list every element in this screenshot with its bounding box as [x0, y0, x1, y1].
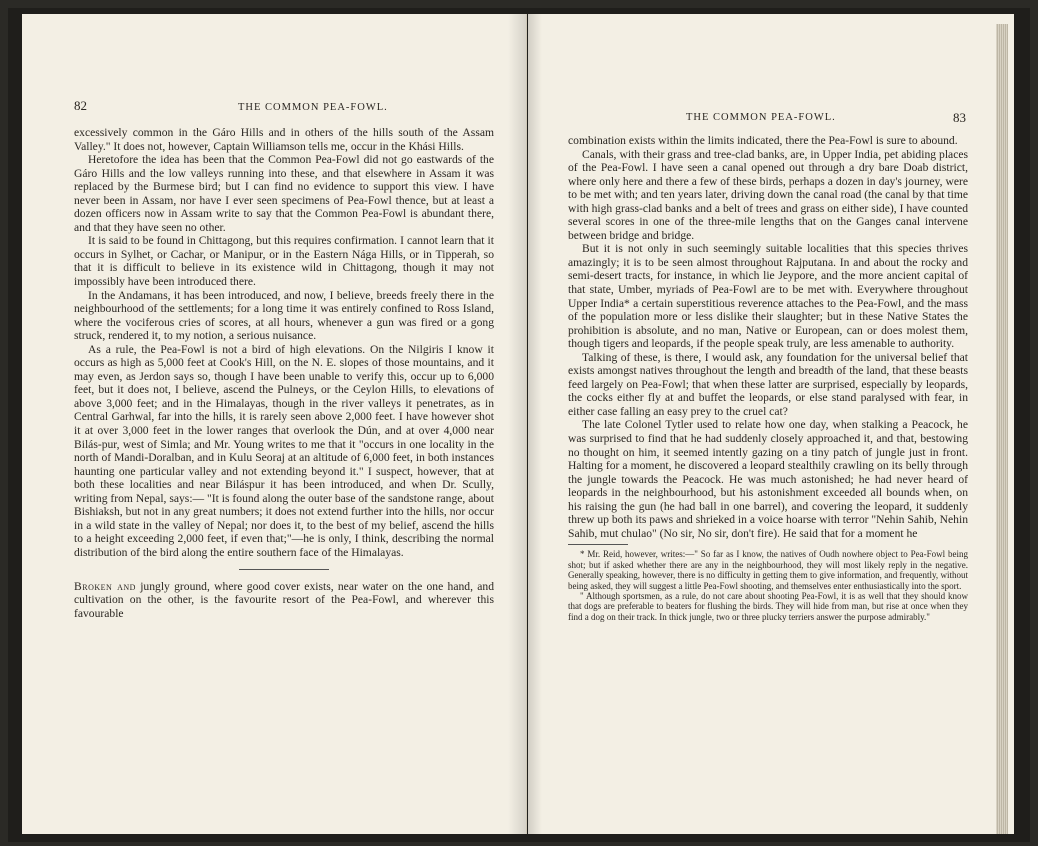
paragraph: Talking of these, is there, I would ask, any foundation for the universal belief that exists amongst natives throughout the length and breadth of the land, that these beasts feed largely on Pea-Fowl; that when these latter are surprised, especially by leopards, the cocks either fly at and buffet the leopards, or else stand paralysed with fear, in either case falling an easy prey to the cruel cat?	[568, 350, 968, 418]
paragraph: The late Colonel Tytler used to relate how one day, when stalking a Peacock, he was surprised to find that he had suddenly closely approached it, and that, bestowing no thought on him, it seemed intently gazing on a tiny patch of jungle just in front. Halting for a moment, he discovered a leopard stealthily crawling on its belly through the jungle towards the Peacock. He was much astonished; he had never heard of leopards in the neighbourhood, but his astonishment exceeded all bounds when, on his raising the gun (he had ball in one barrel), and covering the leopard, it suddenly threw up both its paws and shrieked in a voice hoarse with terror "Nehin Sahib, Nehin Sahib, mut chulao" (No sir, No sir, don't fire). He said that for a moment he	[568, 418, 968, 540]
footnote: " Although sportsmen, as a rule, do not care about shooting Pea-Fowl, it is as well that they should know that dogs are preferable to beaters for flushing the birds. They will hide from man, but rise at once when they find a dog on their track. In thick jungle, two or three plucky terriers answer the purpose admirably."	[568, 591, 968, 622]
paragraph: It is said to be found in Chittagong, but this requires confirmation. I cannot learn that it occurs in Sylhet, or Cachar, or Manipur, or in the Eastern Nága Hills, or in Tipperah, so that it is difficult to believe in its existence wild in Chittagong, though it may not impossibly have been introduced there.	[74, 234, 494, 289]
right-text-column	[568, 134, 968, 622]
paragraph: As a rule, the Pea-Fowl is not a bird of high elevations. On the Nilgiris I know it occurs as high as 5,000 feet at Cook's Hill, on the N. E. slopes of those mountains, and it may even, as Jerdon says so, though I have been unable to verify this, occur up to 6,000 feet, but it does not, I believe, ascend the Pulneys, or the Ceylon Hills, to elevations of above 3,000 feet; and in the Himalayas, though in the river valleys it penetrates, as in Central Garhwal, far into the hills, it is rarely seen above 2,000 feet. I have however shot it at over 3,000 feet in the lower ranges that overlook the Dún, and at over 4,000 near Bilás-pur, west of Simla; and Mr. Young writes to me that it "occurs in one locality in the north of Mandi-Doralban, and in Kulu Seoraj at an altitude of 6,000 feet, in both instances haunting one particular valley and not extending beyond it." I suspect, however, that at both these localities and near Biláspur it has been introduced, and when Dr. Scully, writing from Nepal, says:— "It is found along the outer base of the sandstone range, about Bishiaksh, but not in any great numbers; it does not extend further into the hills, nor occur in a wild state in the valley of Nepal; nor does it, to the best of my belief, ascend the hills to a height exceeding 2,000 feet, if even that;"—he is only, I think, describing the normal distribution of the bird along the entire southern face of the Himalayas.	[74, 342, 494, 559]
footnotes	[568, 549, 968, 622]
paragraph	[74, 580, 494, 621]
page-number: 83	[953, 110, 966, 125]
footnote-divider	[568, 544, 628, 545]
lead-words: Broken and	[74, 579, 136, 593]
page-number: 82	[74, 98, 87, 113]
left-page	[22, 14, 527, 834]
paragraph: combination exists within the limits indicated, there the Pea-Fowl is sure to abound.	[568, 134, 958, 147]
gutter-shadow	[508, 14, 526, 834]
footnote: * Mr. Reid, however, writes:—" So far as I know, the natives of Oudh nowhere object to Pea-Fowl being shot; but if asked whether there are any in the neighbourhood, they will most likely reply in the negative. Generally speaking, however, there is no difficulty in getting them to give information, and frequently, without being asked, they will suggest a little Pea-Fowl shooting, and themselves enter enthusiastically into the sport.	[568, 549, 968, 591]
book-spread	[8, 8, 1030, 842]
paragraph: In the Andamans, it has been introduced, and now, I believe, breeds freely there in the neighbourhood of the settlements; for a long time it was entirely confined to Ross Island, where the vociferous cries of scores, at all hours, whenever a gun was fired or a gong struck, rendered it, to my notion, a serious nuisance.	[74, 288, 494, 343]
page-edges	[996, 24, 1008, 834]
paragraph: But it is not only in such seemingly suitable localities that this species thrives amazingly; it is to be seen almost throughout Rajputana. In and about the rocky and semi-desert tracts, for instance, in which lie Jeypore, and the more ancient capital of that state, Umber, myriads of Pea-Fowl are to be met with. Everywhere throughout Upper India* a certain superstitious reverence attaches to the Pea-Fowl, and the mass of the population more or less dislike their slaughter; but in these Native States the prohibition is absolute, and no man, Native or European, can or does molest them, though tigers and leopards, if the people speak truly, are less amenable to authority.	[568, 242, 968, 351]
right-page	[528, 14, 1014, 834]
running-head: THE COMMON PEA-FOWL.	[238, 102, 388, 113]
left-text-column	[74, 126, 494, 620]
paragraph-text: jungly ground, where good cover exists, near water on the one hand, and cultivation on the other, is the favourite resort of the Pea-Fowl, and wherever this favourable	[74, 579, 494, 620]
paragraph: Canals, with their grass and tree-clad banks, are, in Upper India, pet abiding places of the Pea-Fowl. I have seen a canal opened out through a dry bare Doab district, where only here and there a few of these birds, perhaps a dozen in day's journey, were to be met with; and ten years later, driving down the canal road (the canal by that time with high grass-clad banks and a belt of trees and grass on either side), I have counted several scores in one of the three-mile lengths that on the Ganges canal intervene between bridge and bridge.	[568, 147, 968, 242]
running-head: THE COMMON PEA-FOWL.	[686, 112, 836, 123]
section-divider	[239, 569, 329, 570]
paragraph: excessively common in the Gáro Hills and in others of the hills south of the Assam Valley." It does not, however, Captain Williamson tells me, occur in the Khási Hills.	[74, 126, 494, 153]
paragraph: Heretofore the idea has been that the Common Pea-Fowl did not go eastwards of the Gáro Hills and the low valleys running into these, and that elsewhere in Assam it was replaced by the Burmese bird; but I can find no evidence to support this view. I have never been in Assam, nor have I ever seen specimens of Pea-Fowl thence, but at least a dozen officers now in Assam write to say that the Common Pea-Fowl is abundant there, and that they have seen no other.	[74, 153, 494, 234]
gutter-shadow	[528, 14, 542, 834]
